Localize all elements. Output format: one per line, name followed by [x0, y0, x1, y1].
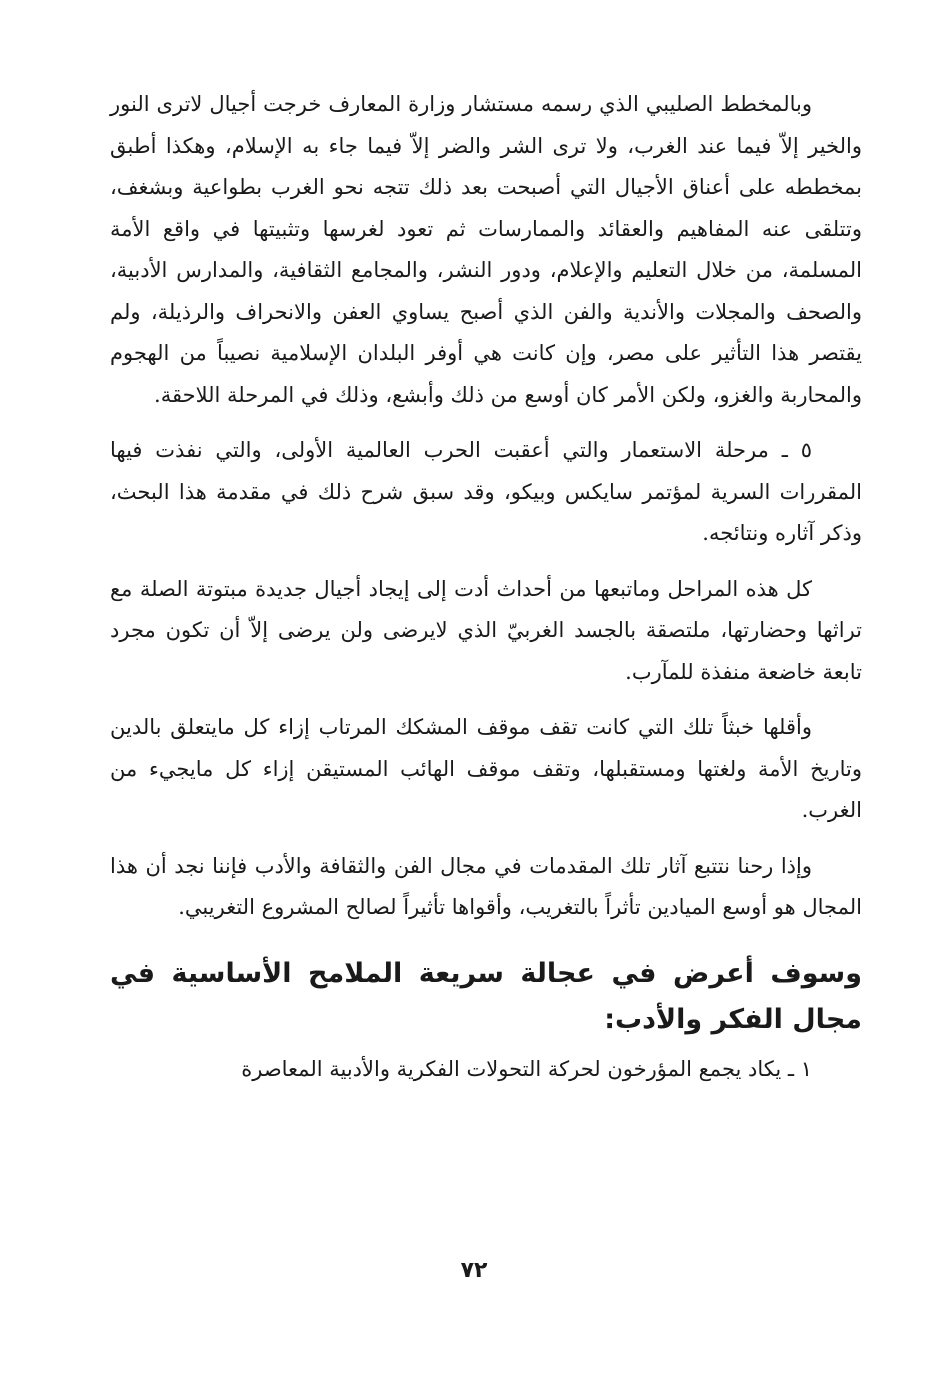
paragraph-colonial-stage: ٥ ـ مرحلة الاستعمار والتي أعقبت الحرب العالمية الأولى، والتي نفذت فيها المقررات السرية لمؤتمر سايكس وبيكو، وقد سبق شرح ذلك في مقدمة هذا البحث، وذكر آثاره ونتائجه. [110, 438, 862, 545]
page-body [110, 84, 862, 1090]
paragraph-skeptics: وأقلها خبثاً تلك التي كانت تقف موقف المشكك المرتاب إزاء كل مايتعلق بالدين وتاريخ الأمة ولغتها ومستقبلها، وتقف موقف الهائب المستيقن إزاء كل مايجيء من الغرب. [110, 715, 862, 822]
section-heading: وسوف أعرض في عجالة سريعة الملامح الأساسية في مجال الفكر والأدب: [110, 957, 862, 1035]
paragraph-list-item-1: ١ ـ يكاد يجمع المؤرخون لحركة التحولات الفكرية والأدبية المعاصرة [241, 1056, 812, 1081]
paragraph-crusader-plan: وبالمخطط الصليبي الذي رسمه مستشار وزارة المعارف خرجت أجيال لاترى النور والخير إلاّ فيما عند الغرب، ولا ترى الشر والضر إلاّ فيما جاء به الإسلام، وهكذا أطبق بمخططه على أعناق الأجيال التي أصبحت بعد ذلك تتجه نحو الغرب بطواعية وبشغف، وتتلقى عنه المفاهيم والعقائد والممارسات ثم تعود لغرسها وتثبيتها في واقع الأمة المسلمة، من خلال التعليم والإعلام، ودور النشر، والمجامع الثقافية، والمدارس الأدبية، والصحف والمجلات والأندية والفن الذي أصبح يساوي العفن والانحراف والرذيلة، ولم يقتصر هذا التأثير على مصر، وإن كانت هي أوفر البلدان الإسلامية نصيباً من الهجوم والمحاربة والغزو، ولكن الأمر كان أوسع من ذلك وأبشع، وذلك في المرحلة اللاحقة. [110, 92, 862, 407]
paragraph-arts-culture: وإذا رحنا نتتبع آثار تلك المقدمات في مجال الفن والثقافة والأدب فإننا نجد أن هذا المجال هو أوسع الميادين تأثراً بالتغريب، وأقواها تأثيراً لصالح المشروع التغريبي. [110, 853, 862, 919]
paragraph-new-generations: كل هذه المراحل وماتبعها من أحداث أدت إلى إيجاد أجيال جديدة مبتوتة الصلة مع تراثها وحضارتها، ملتصقة بالجسد الغربيّ الذي لايرضى ولن يرضى إلاّ أن تكون مجرد تابعة خاضعة منفذة للمآرب. [110, 576, 862, 684]
page-number: ٧٢ [460, 1258, 488, 1283]
